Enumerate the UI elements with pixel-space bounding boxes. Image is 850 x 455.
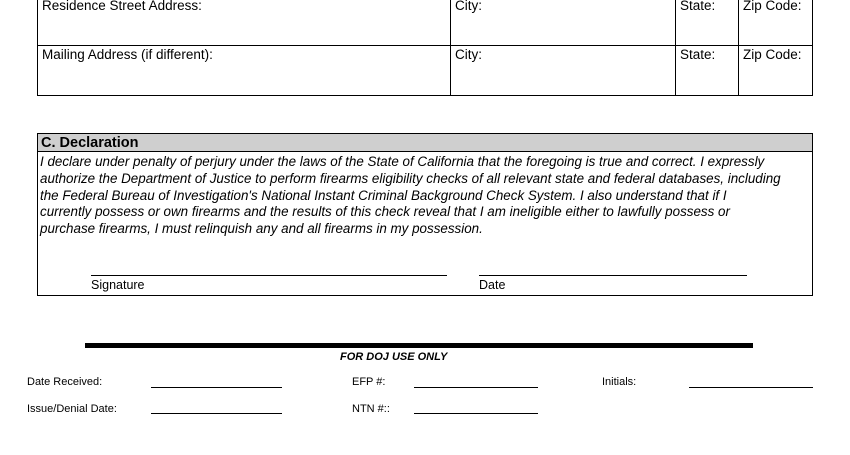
signature-line[interactable] bbox=[91, 275, 447, 276]
issue-denial-date-field[interactable] bbox=[151, 413, 282, 414]
residence-street-label: Residence Street Address: bbox=[42, 0, 202, 13]
issue-denial-date-label: Issue/Denial Date: bbox=[27, 403, 117, 415]
residence-state-label: State: bbox=[680, 0, 716, 13]
initials-field[interactable] bbox=[689, 387, 813, 388]
doj-divider-bar bbox=[85, 343, 753, 348]
residence-city-label: City: bbox=[455, 0, 482, 13]
mailing-street-label: Mailing Address (if different): bbox=[42, 47, 213, 62]
mailing-city-label: City: bbox=[455, 47, 482, 62]
declaration-line: currently possess or own firearms and the results of this check reveal that I am ineligible either to lawfully possess or bbox=[40, 204, 730, 220]
ntn-label: NTN #:: bbox=[352, 403, 390, 415]
declaration-line: the Federal Bureau of Investigation's National Instant Criminal Background Check System. I also understand that if I bbox=[40, 187, 727, 203]
date-received-field[interactable] bbox=[151, 387, 282, 388]
date-label: Date bbox=[479, 278, 506, 292]
declaration-text bbox=[40, 154, 810, 238]
mailing-city-cell[interactable] bbox=[450, 45, 676, 96]
declaration-line: I declare under penalty of perjury under the laws of the State of California that the foregoing is true and correct. I expressly bbox=[40, 154, 765, 169]
declaration-line: purchase firearms, I must relinquish any and all firearms in my possession. bbox=[40, 221, 483, 237]
residence-zip-label: Zip Code: bbox=[743, 0, 802, 13]
declaration-heading: C. Declaration bbox=[41, 135, 139, 151]
mailing-state-label: State: bbox=[680, 47, 716, 62]
residence-city-cell[interactable] bbox=[450, 0, 676, 46]
efp-field[interactable] bbox=[414, 387, 538, 388]
declaration-heading-bar bbox=[37, 133, 813, 152]
efp-label: EFP #: bbox=[352, 376, 386, 388]
date-line[interactable] bbox=[479, 275, 747, 276]
signature-label: Signature bbox=[91, 278, 145, 292]
ntn-field[interactable] bbox=[414, 413, 538, 414]
date-received-label: Date Received: bbox=[27, 376, 103, 388]
declaration-line: authorize the Department of Justice to perform firearms eligibility checks of all relevant state and federal databases, including bbox=[40, 170, 781, 186]
doj-title: FOR DOJ USE ONLY bbox=[340, 351, 448, 363]
mailing-zip-label: Zip Code: bbox=[743, 47, 802, 62]
initials-label: Initials: bbox=[602, 376, 637, 388]
